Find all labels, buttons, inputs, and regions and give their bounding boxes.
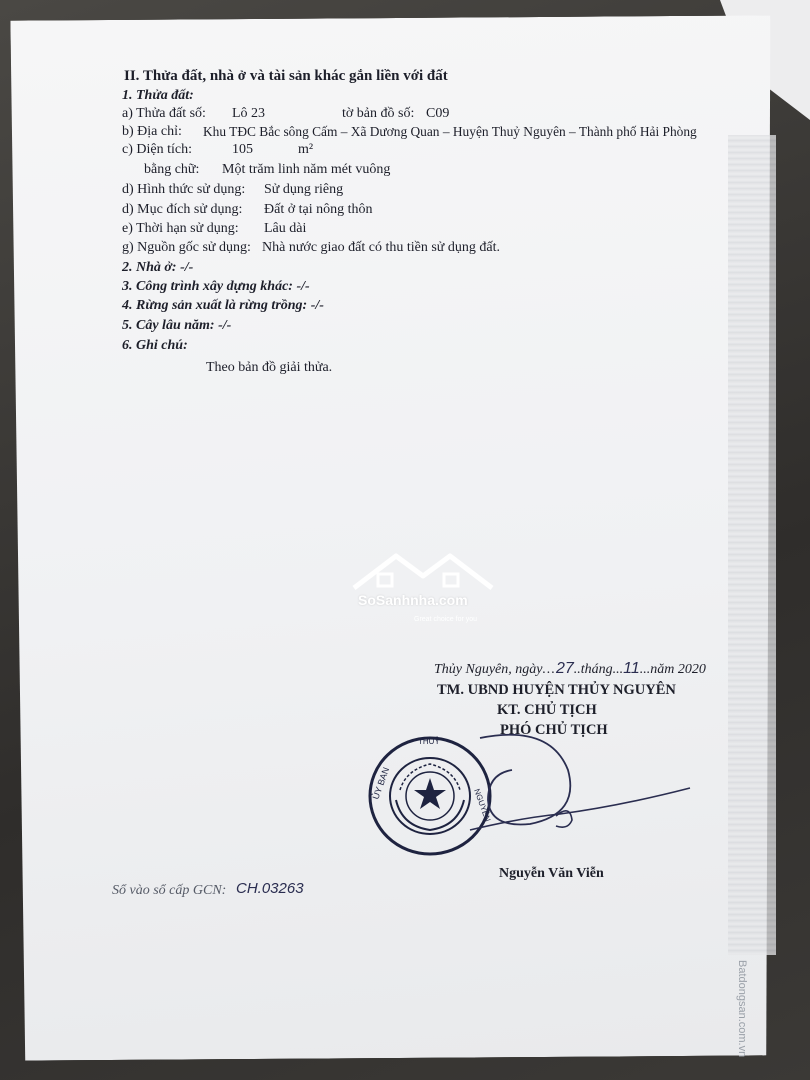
notes-heading: 6. Ghi chú: [122,338,188,353]
svg-text:NGUYÊN: NGUYÊN [472,787,493,823]
parcel-number-value: Lô 23 [232,106,266,121]
parcel-number-label: a) Thửa đất số: [122,106,206,121]
use-form-label: d) Hình thức sử dụng: [122,182,246,197]
watermark-tagline: Great choice for you [414,616,478,623]
house-line: 2. Nhà ở: -/- [122,260,194,275]
handwritten-signature [460,730,700,840]
area-words-value: Một trăm linh năm mét vuông [222,162,391,177]
use-purpose-label: d) Mục đích sử dụng: [122,202,243,217]
use-purpose-value: Đất ở tại nông thôn [264,202,373,217]
signer-role-1: KT. CHỦ TỊCH [497,702,597,718]
use-term-label: e) Thời hạn sử dụng: [122,221,239,236]
address-value: Khu TĐC Bắc sông Cấm – Xã Dương Quan – Huyện Thuỷ Nguyên – Thành phố Hải Phòng [203,124,697,139]
address-label: b) Địa chỉ: [122,124,182,139]
paper-edge-shading [728,135,776,955]
date-line: Thủy Nguyên, ngày...27..tháng...11...năm 2020 [434,660,706,677]
map-sheet-value: C09 [426,106,450,121]
area-label: c) Diện tích: [122,142,192,157]
origin-label: g) Nguồn gốc sử dụng: [122,240,251,255]
registry-label: Sổ vào sổ cấp GCN: [112,883,227,898]
notes-text: Theo bản đồ giải thửa. [206,360,333,375]
signer-role-2: PHÓ CHỦ TỊCH [500,722,608,738]
map-sheet-label: tờ bản đồ số: [342,106,415,121]
land-heading: 1. Thửa đất: [122,88,194,103]
signer-organization: TM. UBND HUYỆN THỦY NGUYÊN [437,682,676,698]
date-year: năm 2020 [650,662,706,677]
date-month-label: tháng [580,662,613,677]
use-form-value: Sử dụng riêng [264,182,344,197]
forest-line: 4. Rừng sản xuất là rừng trồng: -/- [122,298,324,313]
other-works-line: 3. Công trình xây dựng khác: -/- [122,279,310,294]
date-prefix: Thủy Nguyên, ngày [434,662,543,677]
house-logo-icon [348,548,498,598]
svg-text:ỦY BAN: ỦY BAN [370,765,392,801]
section-title: II. Thửa đất, nhà ở và tài sản khác gắn liền với đất [124,68,448,84]
date-month: 11 [623,660,640,677]
area-words-label: bằng chữ: [144,162,200,177]
watermark-brand: SoSanhnha.com [358,592,468,608]
use-term-value: Lâu dài [264,221,307,236]
side-watermark: Batdongsan.com.vn [736,960,748,1058]
origin-value: Nhà nước giao đất có thu tiền sử dụng đất. [262,240,500,255]
area-unit: m² [298,142,314,157]
registry-number: CH.03263 [236,880,304,897]
perennial-line: 5. Cây lâu năm: -/- [122,318,232,333]
certificate-page [10,15,777,1060]
area-value: 105 [232,142,253,157]
signer-name: Nguyễn Văn Viễn [499,866,604,881]
date-day: 27 [555,660,574,677]
svg-text:THUỶ: THUỶ [418,737,440,746]
